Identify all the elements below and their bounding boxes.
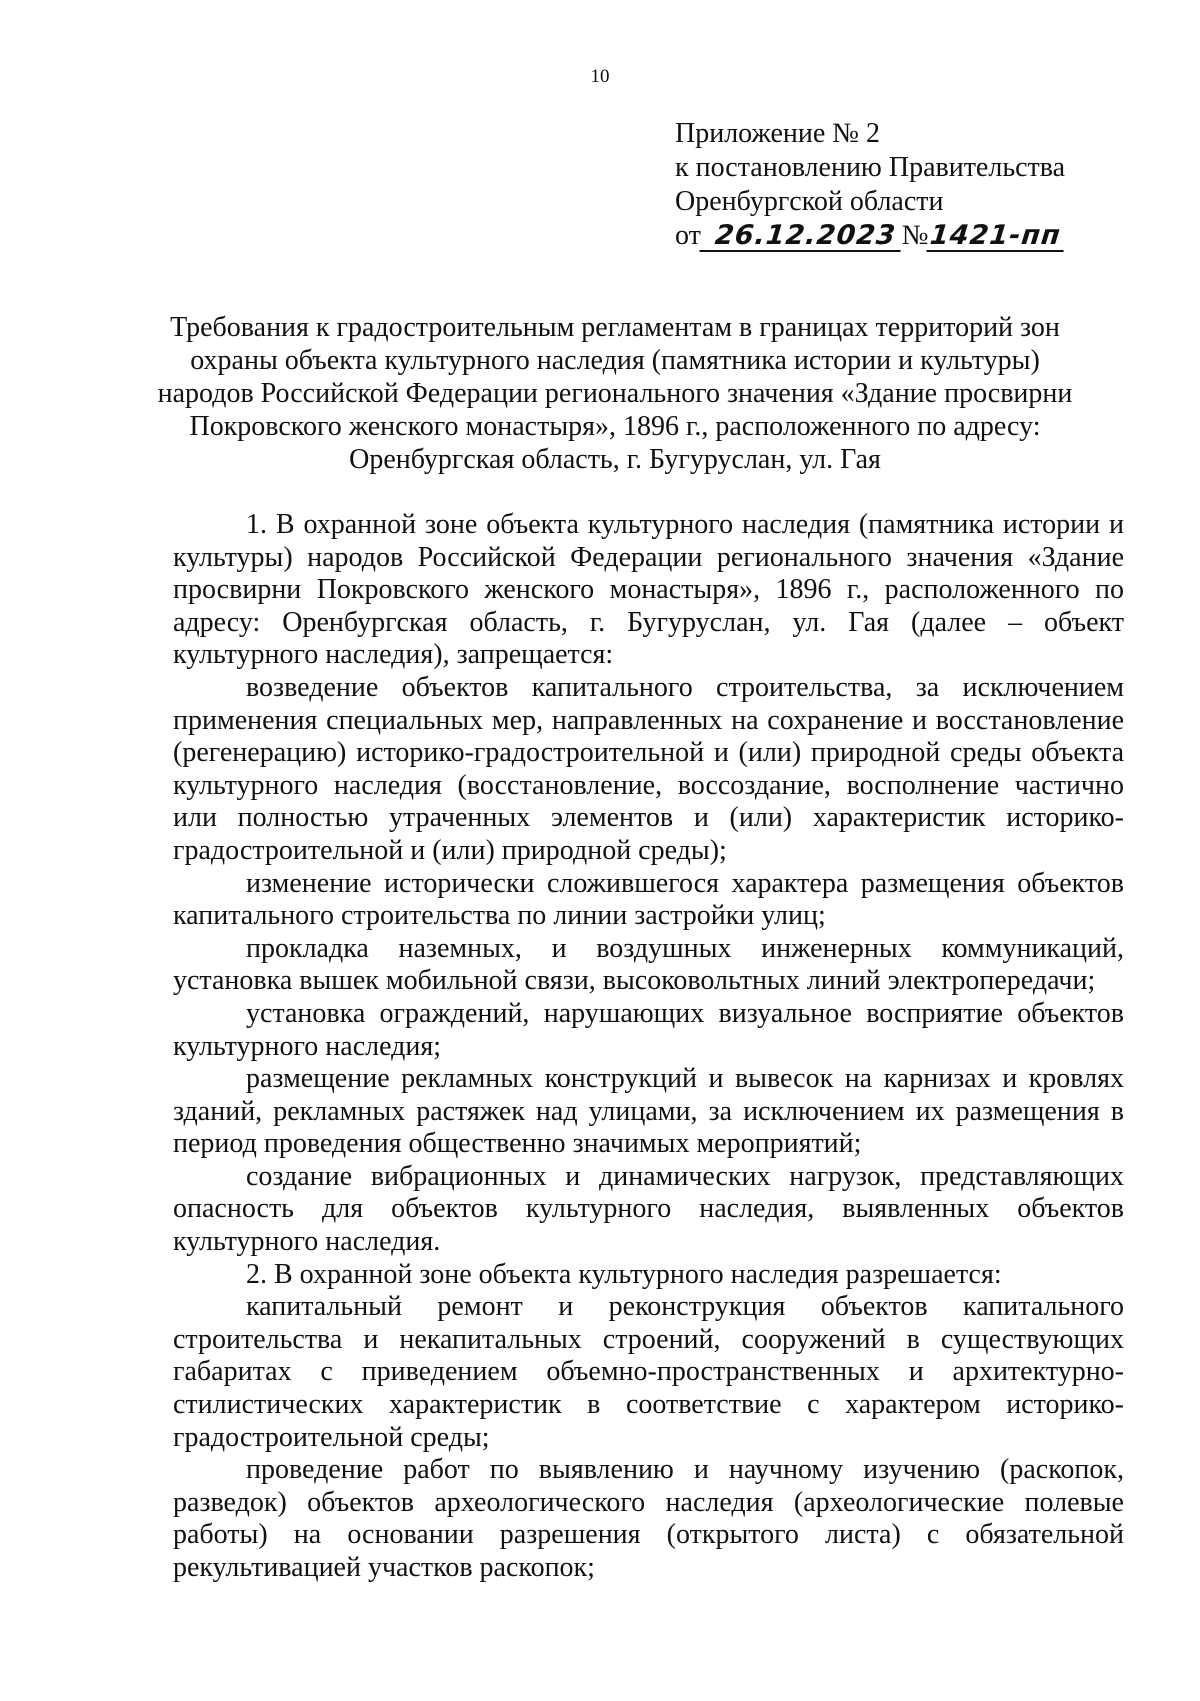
- title-line: Требования к градостроительным регламентам в границах территорий зон: [170, 312, 1060, 343]
- paragraph-item: капитальный ремонт и реконструкция объектов капитального строительства и некапитальных строений, сооружений в существующих габаритах с приведением объемно-пространственных и архитектурно-стилистических характеристик в соответствие с характером историко-градостроительной среды;: [173, 1291, 1124, 1453]
- paragraph-section-2-intro: 2. В охранной зоне объекта культурного наследия разрешается:: [246, 1258, 1002, 1290]
- handwritten-date: 26.12.2023: [699, 222, 903, 252]
- appendix-block: [675, 117, 1065, 253]
- handwritten-number: 1421-пп: [927, 222, 1067, 252]
- title-line: охраны объекта культурного наследия (памятника истории и культуры): [190, 345, 1040, 376]
- title-line: Покровского женского монастыря», 1896 г., расположенного по адресу:: [189, 411, 1041, 442]
- page-number: 10: [590, 66, 610, 87]
- paragraph-section-1-intro: 1. В охранной зоне объекта культурного наследия (памятника истории и культуры) народов Российской Федерации регионального значения «Здание просвирни Покровского женского монастыря», 1896 г., расположенного по адресу: Оренбургская область, г. Бугуруслан, ул. Гая (далее – объект культурного наследия), запрещается:: [173, 509, 1124, 671]
- from-label: от: [675, 220, 701, 251]
- document-body: [173, 509, 1124, 1585]
- title-line: Оренбургская область, г. Бугуруслан, ул. Гая: [349, 444, 881, 475]
- paragraph-item: прокладка наземных, и воздушных инженерных коммуникаций, установка вышек мобильной связи, высоковольтных линий электропередачи;: [173, 932, 1124, 997]
- paragraph-item: установка ограждений, нарушающих визуальное восприятие объектов культурного наследия;: [173, 997, 1124, 1062]
- paragraph-item: размещение рекламных конструкций и вывесок на карнизах и кровлях зданий, рекламных растяжек над улицами, за исключением их размещения в период проведения общественно значимых мероприятий;: [173, 1063, 1124, 1160]
- paragraph-item: возведение объектов капитального строительства, за исключением применения специальных мер, направленных на сохранение и восстановление (регенерацию) историко-градостроительной и (или) природной среды объекта культурного наследия (восстановление, воссоздание, восполнение частично или полностью утраченных элементов и (или) характеристик историко-градостроительной и (или) природной среды);: [173, 671, 1124, 866]
- paragraph-item: создание вибрационных и динамических нагрузок, представляющих опасность для объектов культурного наследия, выявленных объектов культурного наследия.: [173, 1160, 1124, 1258]
- paragraph-item: изменение исторически сложившегося характера размещения объектов капитального строительства по линии застройки улиц;: [173, 867, 1124, 932]
- title-line: народов Российской Федерации регионального значения «Здание просвирни: [157, 378, 1073, 409]
- appendix-region-line: Оренбургской области: [675, 186, 944, 217]
- appendix-date-line: [675, 219, 1065, 253]
- appendix-resolution-line: к постановлению Правительства: [675, 152, 1066, 183]
- paragraph-item: проведение работ по выявлению и научному изучению (раскопок, разведок) объектов археологического наследия (археологические полевые работы) на основании разрешения (открытого листа) с обязательной рекультивацией участков раскопок;: [173, 1454, 1124, 1583]
- document-title: [150, 311, 1080, 476]
- appendix-title: Приложение № 2: [675, 118, 880, 149]
- number-label: №: [901, 220, 929, 251]
